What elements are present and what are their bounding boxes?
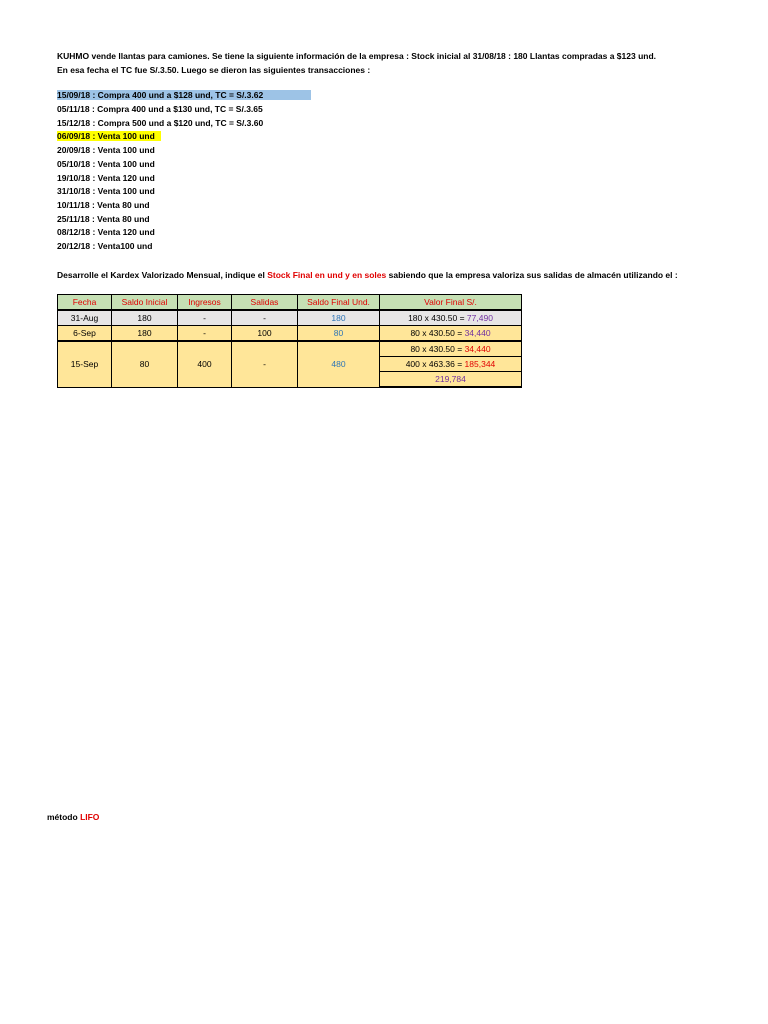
valor-result: 34,440 [464,344,491,354]
cell-valor-total: 219,784 [380,372,522,388]
cell-salidas: - [232,341,298,387]
transaction-item [57,131,161,142]
question-highlight: Stock Final en und y en soles [267,270,387,280]
cell-saldo-inicial: 80 [112,341,178,387]
cell-saldo-inicial: 180 [112,326,178,342]
transaction-item: 05/10/18 : Venta 100 und [57,159,155,169]
valor-calc: 180 x 430.50 = [408,313,467,323]
cell-saldo-final: 480 [298,341,380,387]
cell-valor-final-b [380,357,522,372]
transaction-item: 31/10/18 : Venta 100 und [57,186,155,196]
valor-result: 34,440 [464,328,491,338]
table-row [58,310,522,326]
transaction-item [57,90,311,101]
transaction-item: 08/12/18 : Venta 120 und [57,227,155,237]
transaction-item: 10/11/18 : Venta 80 und [57,200,150,210]
transaction-item: 25/11/18 : Venta 80 und [57,214,150,224]
intro-line-1: KUHMO vende llantas para camiones. Se tiene la siguiente información de la empresa : Stock inicial al 31/08/18 : 180 Llantas compradas a $123 und. [57,51,657,61]
table-row [58,326,522,342]
header-salidas: Salidas [232,295,298,311]
cell-salidas: - [232,310,298,326]
transaction-item: 15/12/18 : Compra 500 und a $120 und, TC = S/.3.60 [57,118,264,128]
valor-result: 77,490 [466,313,493,323]
cell-valor-final [380,310,522,326]
valor-calc: 400 x 463.36 = [405,359,465,369]
cell-salidas: 100 [232,326,298,342]
valor-calc: 80 x 430.50 = [410,328,465,338]
cell-ingresos: - [178,310,232,326]
cell-fecha: 31-Aug [58,310,112,326]
header-valor-final: Valor Final S/. [380,295,522,311]
question-part-1: Desarrolle el Kardex Valorizado Mensual, indique el [57,270,268,280]
method-label: método [47,812,81,822]
cell-saldo-inicial: 180 [112,310,178,326]
table-row [58,341,522,357]
transaction-text: 06/09/18 : Venta 100 und [57,131,161,141]
cell-ingresos: 400 [178,341,232,387]
cell-saldo-final: 80 [298,326,380,342]
valor-result: 185,344 [464,359,496,369]
cell-fecha: 15-Sep [58,341,112,387]
cell-saldo-final: 180 [298,310,380,326]
transaction-item: 05/11/18 : Compra 400 und a $130 und, TC = S/.3.65 [57,104,263,114]
transaction-item: 20/09/18 : Venta 100 und [57,145,155,155]
question-text [57,270,687,281]
transaction-item: 19/10/18 : Venta 120 und [57,173,155,183]
intro-line-2: En esa fecha el TC fue S/.3.50. Luego se dieron las siguientes transacciones : [57,65,371,75]
method-value: LIFO [80,812,100,822]
transaction-text: 15/09/18 : Compra 400 und a $128 und, TC = S/.3.62 [57,90,311,100]
question-part-3: sabiendo que la empresa valoriza sus salidas de almacén utilizando el : [386,270,678,280]
cell-fecha: 6-Sep [58,326,112,342]
table-header-row [58,295,522,311]
kardex-table [57,294,522,388]
header-saldo-inicial: Saldo Inicial [112,295,178,311]
transaction-item: 20/12/18 : Venta100 und [57,241,153,251]
cell-ingresos: - [178,326,232,342]
valor-calc: 80 x 430.50 = [410,344,465,354]
method-line [47,812,99,823]
header-saldo-final: Saldo Final Und. [298,295,380,311]
header-ingresos: Ingresos [178,295,232,311]
cell-valor-final [380,326,522,342]
header-fecha: Fecha [58,295,112,311]
cell-valor-final-a [380,341,522,357]
